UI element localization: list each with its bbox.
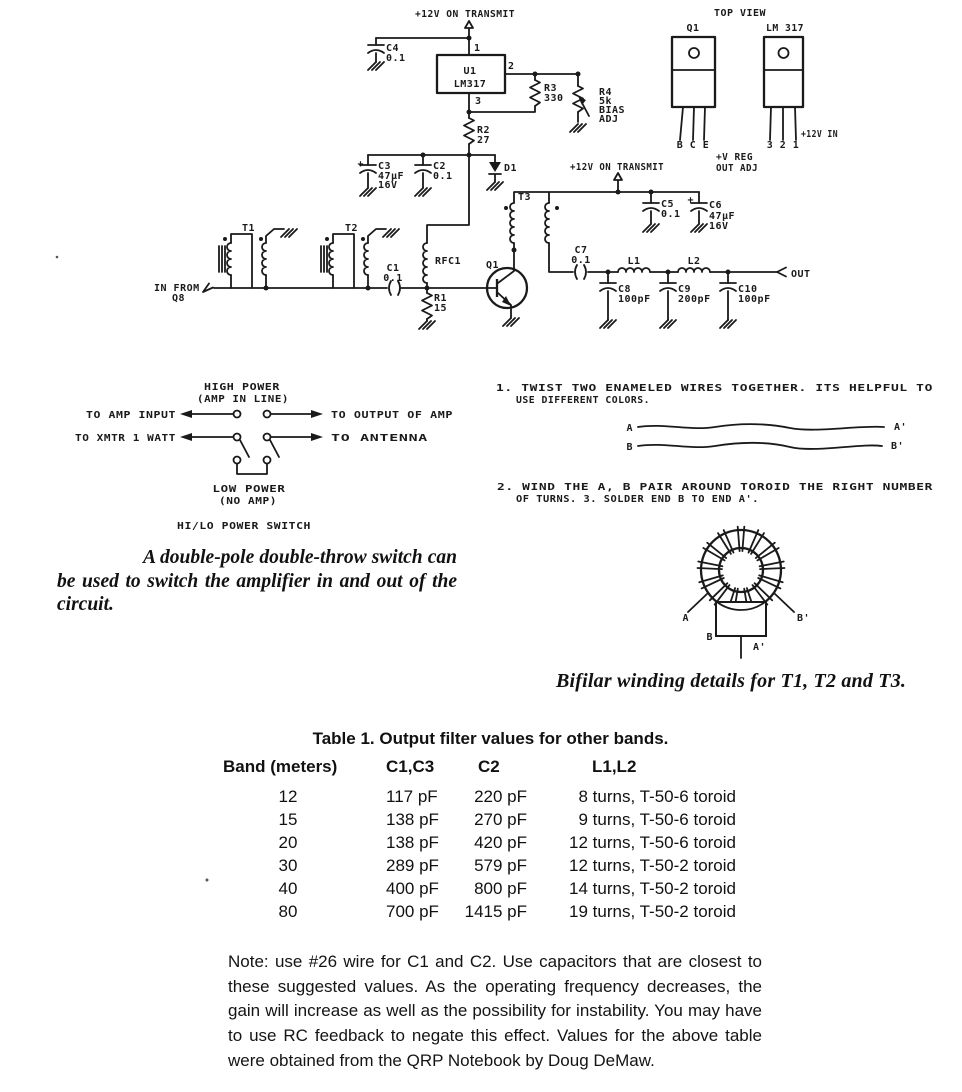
mounting-hole-icon	[689, 48, 699, 58]
rfc1-ref: RFC1	[435, 256, 462, 267]
diode-d1	[489, 162, 501, 172]
out-label: OUT	[791, 269, 811, 280]
u1-pin2: 2	[508, 61, 515, 72]
c6-val: 47µF	[709, 211, 736, 222]
t1-secondary-coil	[262, 243, 266, 275]
toroid-winding-line	[758, 578, 780, 588]
supply-top-label: +12V ON TRANSMIT	[415, 9, 515, 20]
table-cell: 15	[278, 810, 298, 829]
table-header-row	[223, 755, 758, 778]
capacitor-c2	[415, 165, 431, 173]
table-cell: 8 turns, T-50-6 toroid	[578, 787, 736, 806]
choke-rfc1	[423, 243, 427, 283]
t2-wires	[333, 229, 386, 288]
capacitor-c4	[368, 45, 384, 53]
supply-mid-label: +12V ON TRANSMIT	[570, 162, 664, 173]
junction-dot	[467, 36, 472, 41]
junction-dot	[264, 286, 269, 291]
c4-val: 0.1	[386, 53, 406, 64]
col-header-l1l2: L1,L2	[592, 757, 637, 776]
toroid-a-label: A	[682, 613, 689, 624]
ground-icon	[570, 124, 586, 132]
t2-ref: T2	[345, 223, 359, 234]
c6-ref: C6	[709, 200, 723, 211]
to-antenna-label: TO ANTENNA	[331, 433, 428, 444]
col-header-band: Band (meters)	[223, 757, 338, 776]
phase-dot	[223, 237, 227, 241]
c1-ref: C1	[386, 263, 400, 274]
t1-ref: T1	[242, 223, 256, 234]
wire-b-prime-label: B'	[891, 441, 905, 452]
phase-dot	[259, 237, 263, 241]
toroid-figure	[682, 527, 810, 658]
table-cell: 270 pF	[474, 810, 527, 829]
q1-pkg-leads	[680, 107, 705, 140]
low-power-label-2: (NO AMP)	[219, 496, 277, 507]
table-cell: 117 pF	[386, 787, 438, 806]
mounting-hole-icon	[779, 48, 789, 58]
phase-dot	[555, 206, 559, 210]
ground-icon	[360, 188, 376, 196]
r4-fn1: BIAS	[599, 105, 626, 116]
col-header-c2: C2	[478, 757, 500, 776]
winding-step2-line2: OF TURNS. 3. SOLDER END B TO END A'.	[516, 494, 759, 505]
q1-pin-e: E	[702, 140, 710, 151]
ground-icon	[368, 62, 384, 70]
table-note: Note: use #26 wire for C1 and C2. Use capacitors that are closest to these suggested values. As the operating frequency decreases, the gain will increase as well as the possibility for instability. You may have to use RC feedback to negate this effect. Values for the above table were obtained from the QRP Notebook by Doug DeMaw.	[228, 952, 762, 1070]
resistor-r1	[422, 293, 432, 319]
c2-val: 0.1	[433, 171, 453, 182]
transformer-t1	[219, 229, 297, 291]
table-cell: 20	[278, 833, 298, 852]
filter-values-table	[223, 729, 758, 923]
input-label-2: Q8	[172, 293, 186, 304]
table-cell: 12 turns, T-50-2 toroid	[569, 856, 736, 875]
lm317-package	[764, 37, 803, 140]
top-view-title: TOP VIEW	[714, 8, 767, 19]
table-cell: 30	[278, 856, 298, 875]
c3-polarity-plus: +	[357, 159, 364, 170]
toroid-b-prime-label: B'	[797, 613, 811, 624]
transformer-t3	[504, 173, 707, 272]
c7-ref: C7	[574, 245, 588, 256]
contact-circle	[264, 411, 271, 418]
contact-circle	[264, 457, 271, 464]
arrow-right-icon	[311, 410, 323, 418]
r3-ref: R3	[544, 83, 558, 94]
capacitor-c9	[660, 283, 676, 291]
pkg-lm317-label: LM 317	[766, 23, 804, 34]
r3-val: 330	[544, 93, 564, 104]
to-xmtr-label: TO XMTR 1 WATT	[75, 433, 176, 444]
t3-secondary-coil	[545, 203, 549, 243]
ground-icon	[415, 188, 431, 196]
r4-val: 5k	[599, 96, 613, 107]
table-cell: 579 pF	[474, 856, 527, 875]
table-cell: 9 turns, T-50-6 toroid	[578, 810, 736, 829]
lm317-pin-3: 3	[766, 140, 774, 151]
toroid-winding-line	[760, 568, 785, 569]
t2-secondary-coil	[364, 243, 368, 275]
pkg-q1-label: Q1	[686, 23, 700, 34]
junction-dot	[366, 286, 371, 291]
ground-icon	[281, 229, 297, 237]
l2-ref: L2	[687, 256, 701, 267]
c7-val: 0.1	[571, 255, 591, 266]
arrow-right-icon	[311, 433, 323, 441]
ground-icon	[720, 320, 736, 328]
r2-ref: R2	[477, 125, 491, 136]
input-label-1: IN FROM	[154, 283, 200, 294]
lm317-pkg-leads	[770, 107, 796, 140]
table-cell: 289 pF	[386, 856, 439, 875]
ground-icon	[600, 320, 616, 328]
phase-dot	[504, 206, 508, 210]
c10-ref: C10	[738, 284, 758, 295]
ground-icon	[503, 318, 519, 326]
switch-wires	[191, 414, 312, 437]
table-cell: 14 turns, T-50-2 toroid	[569, 879, 736, 898]
scan-speck	[56, 256, 59, 259]
supply-arrow-icon	[614, 173, 622, 192]
c3-val: 47µF	[378, 171, 405, 182]
ground-icon	[419, 321, 435, 329]
lm317-pin-2: 2	[779, 140, 787, 151]
table-cell: 420 pF	[474, 833, 527, 852]
winding-step1-line2: USE DIFFERENT COLORS.	[516, 395, 650, 406]
high-power-label-1: HIGH POWER	[204, 382, 281, 393]
winding-step2-line1: 2. WIND THE A, B PAIR AROUND TOROID THE RIGHT NUMBER	[497, 482, 934, 493]
enameled-wire-a	[638, 424, 884, 430]
ground-icon	[660, 320, 676, 328]
contact-circle	[234, 411, 241, 418]
u1-pin1: 1	[474, 43, 481, 54]
winding-step1-line1: 1. TWIST TWO ENAMELED WIRES TOGETHER. ITS HELPFUL TO	[496, 383, 933, 394]
arrow-left-icon	[180, 410, 192, 418]
col-header-c1c3: C1,C3	[386, 757, 435, 776]
u1-pin3: 3	[475, 96, 482, 107]
input-network	[203, 229, 500, 329]
capacitor-c8	[600, 283, 616, 291]
c8-val: 100pF	[618, 294, 651, 305]
toroid-base-box	[716, 602, 766, 636]
toroid-a-prime-label: A'	[753, 642, 767, 653]
hilo-switch-diagram	[75, 382, 453, 532]
wire-a-label: A	[626, 423, 633, 434]
table-cell: 80	[278, 902, 298, 921]
q1-pin-b: B	[676, 140, 684, 151]
switch-arms	[240, 440, 279, 457]
capacitor-c10	[720, 283, 736, 291]
high-power-label-2: (AMP IN LINE)	[197, 394, 289, 405]
contact-circle	[234, 457, 241, 464]
switch-caption: A double-pole double-throw switch can be used to switch the amplifier in and out of the circuit.	[57, 547, 457, 615]
ground-icon	[487, 182, 503, 190]
switch-title: HI/LO POWER SWITCH	[177, 521, 311, 532]
capacitor-c7	[575, 265, 586, 279]
t1-primary-coil	[227, 243, 231, 275]
c2-ref: C2	[433, 161, 447, 172]
winding-instructions	[496, 383, 934, 505]
wire-b-label: B	[626, 442, 633, 453]
table-cell: 400 pF	[386, 879, 439, 898]
c6-polarity-plus: +	[687, 195, 694, 206]
scan-speck	[206, 879, 209, 882]
table-title: Table 1. Output filter values for other bands.	[312, 729, 669, 748]
c3-volts: 16V	[378, 180, 398, 191]
c1-val: 0.1	[383, 273, 403, 284]
pkg-fn1-label: +V REG	[716, 152, 753, 163]
t2-primary-coil	[329, 243, 333, 275]
low-power-link-wire	[237, 464, 267, 474]
ground-icon	[643, 224, 659, 232]
t1-wires	[231, 229, 284, 288]
c9-val: 200pF	[678, 294, 711, 305]
table-body	[223, 785, 758, 923]
c5-val: 0.1	[661, 209, 681, 220]
junction-dot	[616, 190, 621, 195]
pkg-fn2-label: OUT ADJ	[716, 163, 758, 174]
table-cell: 800 pF	[474, 879, 527, 898]
t3-ref: T3	[518, 192, 532, 203]
core-lines	[219, 246, 225, 272]
c9-ref: C9	[678, 284, 692, 295]
table-cell: 700 pF	[386, 902, 439, 921]
core-lines	[321, 246, 327, 272]
junction-dot	[533, 72, 538, 77]
table-cell: 12 turns, T-50-6 toroid	[569, 833, 736, 852]
lm317-pin-1: 1	[792, 140, 800, 151]
toroid-winding-line	[702, 578, 724, 588]
out-arrow-icon	[777, 268, 786, 277]
t3-primary-coil	[510, 203, 514, 243]
arrow-left-icon	[180, 433, 192, 441]
resistor-r2	[464, 118, 474, 144]
q1-package	[672, 37, 715, 140]
c10-val: 100pF	[738, 294, 771, 305]
table-cell: 40	[278, 879, 298, 898]
r2-val: 27	[477, 135, 491, 146]
toroid-windings	[698, 527, 785, 613]
q1-ref: Q1	[486, 260, 500, 271]
r4-ref: R4	[599, 87, 613, 98]
table-cell: 1415 pF	[464, 902, 527, 921]
c8-ref: C8	[618, 284, 632, 295]
amplifier-schematic	[154, 9, 811, 329]
u1-ref: U1	[463, 66, 477, 77]
to-output-of-amp-label: TO OUTPUT OF AMP	[331, 410, 453, 421]
toroid-winding-line	[698, 568, 723, 569]
pkg-supply-label: +12V IN	[801, 129, 838, 140]
phase-dot	[361, 237, 365, 241]
resistor-r3	[530, 80, 540, 106]
to-amp-input-label: TO AMP INPUT	[86, 410, 176, 421]
capacitor-c5	[643, 203, 659, 211]
r4-fn2: ADJ	[599, 114, 619, 125]
low-power-label-1: LOW POWER	[212, 484, 287, 495]
c3-ref: C3	[378, 161, 392, 172]
d1-ref: D1	[504, 163, 518, 174]
package-drawings	[672, 8, 838, 174]
c5-ref: C5	[661, 199, 675, 210]
inductor-l2	[678, 268, 710, 272]
ground-icon	[691, 224, 707, 232]
wire-a-prime-label: A'	[894, 422, 908, 433]
u1-part: LM317	[453, 79, 487, 90]
input-arrow-icon	[203, 284, 213, 293]
phase-dot	[325, 237, 329, 241]
r1-ref: R1	[434, 293, 448, 304]
c4-ref: C4	[386, 43, 400, 54]
l1-ref: L1	[627, 256, 641, 267]
table-cell: 138 pF	[386, 810, 439, 829]
table-cell: 12	[278, 787, 298, 806]
junction-dot	[467, 110, 472, 115]
winding-caption: Bifilar winding details for T1, T2 and T3.	[556, 670, 907, 692]
enameled-wire-b	[638, 443, 882, 449]
ground-icon	[383, 229, 399, 237]
toroid-b-label: B	[706, 632, 713, 643]
table-cell: 19 turns, T-50-2 toroid	[569, 902, 736, 921]
q1-pin-c: C	[689, 140, 697, 151]
c6-volts: 16V	[709, 221, 729, 232]
inductor-l1	[618, 268, 650, 272]
table-cell: 220 pF	[474, 787, 527, 806]
table-cell: 138 pF	[386, 833, 439, 852]
r1-val: 15	[434, 303, 448, 314]
